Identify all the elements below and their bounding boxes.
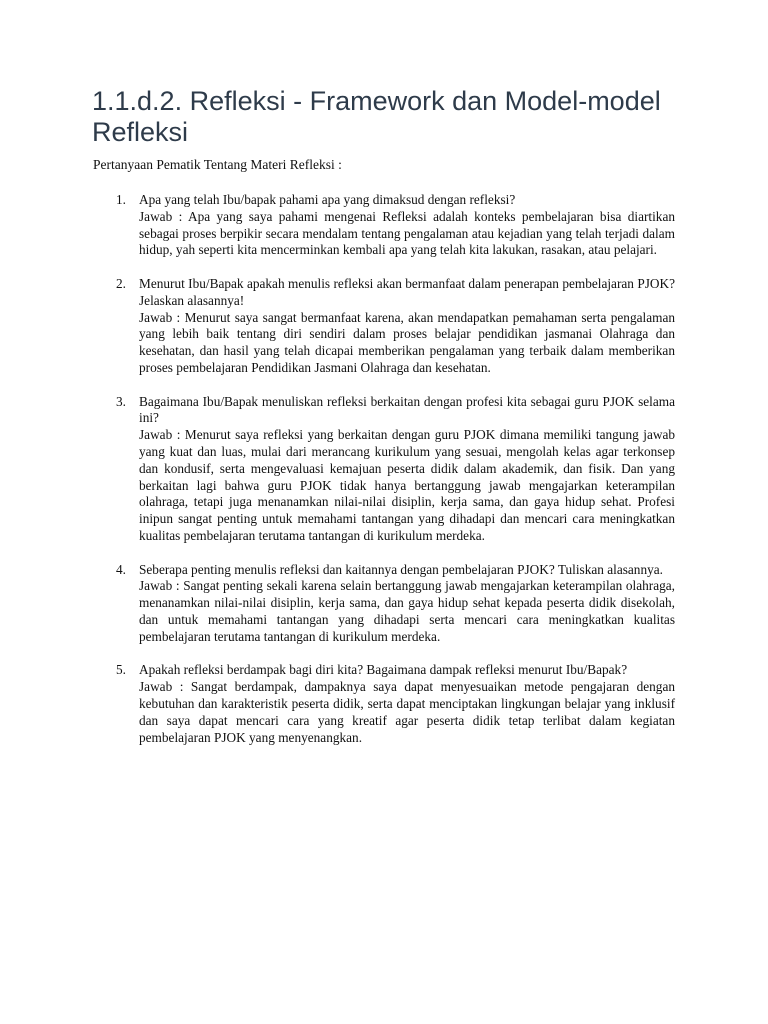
answer-text: Jawab : Sangat berdampak, dampaknya saya dapat menyesuaikan metode pengajaran dengan kebutuhan dan karakteristik peserta didik, serta dapat menciptakan lingkungan belajar yang inklusif dan saya dapat mencari cara yang kreatif agar peserta didik tetap terlibat dalam kegiatan pembelajaran PJOK yang menyenangkan. [139,679,675,745]
list-item [115,662,675,746]
item-number: 5. [116,662,126,678]
page-title: 1.1.d.2. Refleksi - Framework dan Model-model Refleksi [92,86,661,147]
question-list [115,192,675,763]
intro-text: Pertanyaan Pematik Tentang Materi Refleksi : [93,157,342,172]
list-item [115,276,675,377]
list-item [115,394,675,545]
question-text: Menurut Ibu/Bapak apakah menulis refleksi akan bermanfaat dalam penerapan pembelajaran PJOK? Jelaskan alasannya! [139,275,675,308]
question-text: Bagaimana Ibu/Bapak menuliskan refleksi berkaitan dengan profesi kita sebagai guru PJOK selama ini? [139,393,675,426]
question-text: Apakah refleksi berdampak bagi diri kita? Bagaimana dampak refleksi menurut Ibu/Bapak? [139,662,628,678]
list-item [115,192,675,259]
answer-text: Jawab : Apa yang saya pahami mengenai Refleksi adalah konteks pembelajaran bisa diartikan sebagai proses berpikir secara mendalam tentang pengalaman atau kejadian yang telah terjadi dalam hidup, yah seperti kita mencerminkan kembali apa yang telah kita lakukan, rasakan, atau pelajari. [139,208,675,258]
answer-text: Jawab : Menurut saya refleksi yang berkaitan dengan guru PJOK dimana memiliki tangung jawab yang kuat dan luas, mulai dari merancang kurikulum yang sesuai, mengolah kelas agar terkonsep dan kondusif, serta mengevaluasi kemajuan peserta didik dalam akademik, dan fisik. Dan yang berkaitan lagi bahwa guru PJOK tidak hanya bertanggung jawab mengajarkan keterampilan olahraga, tetapi juga menanamkan nilai-nilai disiplin, kerja sama, dan gaya hidup sehat. Profesi inipun sangat penting untuk memahami tantangan yang dihadapi dan mencari cara meningkatkan kualitas pembelajaran terutama tantangan di kurikulum merdeka. [139,427,675,543]
answer-text: Jawab : Menurut saya sangat bermanfaat karena, akan mendapatkan pemahaman serta pengalaman yang lebih baik tentang diri sendiri dalam proses belajar pendidikan jasmanai Olahraga dan kesehatan, dan hasil yang telah dicapai memberikan pengalaman yang terbaik dalam memberikan proses pembelajaran Pendidikan Jasmani Olahraga dan kesehatan. [139,309,675,375]
question-text: Apa yang telah Ibu/bapak pahami apa yang dimaksud dengan refleksi? [139,192,516,207]
question-text: Seberapa penting menulis refleksi dan kaitannya dengan pembelajaran PJOK? Tuliskan alasannya. [139,561,663,577]
item-number: 1. [116,192,126,207]
item-number: 3. [116,393,126,409]
item-number: 4. [116,561,126,577]
answer-text: Jawab : Sangat penting sekali karena selain bertanggung jawab mengajarkan keterampilan olahraga, menanamkan nilai-nilai disiplin, kerja sama, dan gaya hidup sehat kepada peserta didik disekolah, dan untuk memahami tantangan yang dihadapi serta mencari cara meningkatkan kualitas pembelajaran terutama tantangan di kurikulum merdeka. [139,578,675,644]
list-item [115,562,675,646]
item-number: 2. [116,275,126,291]
